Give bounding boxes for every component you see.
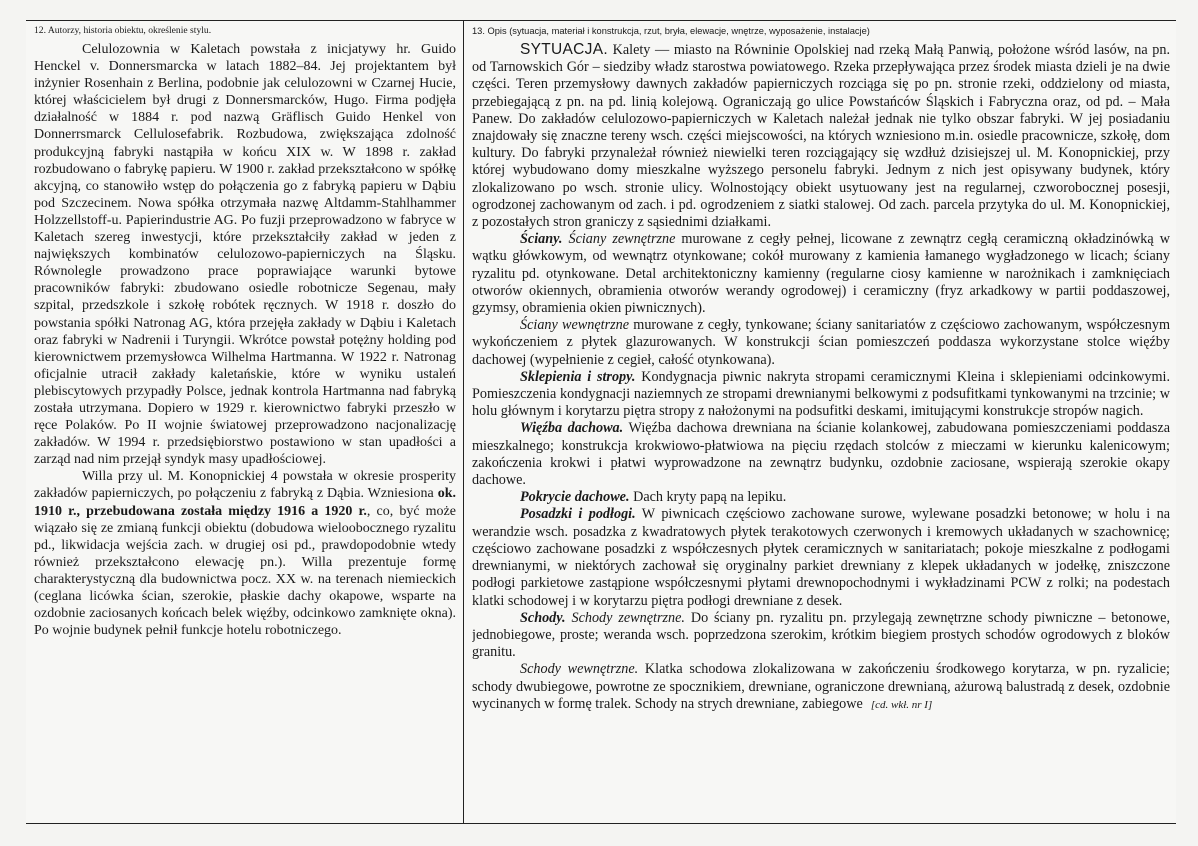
sklepienia-heading: Sklepienia i stropy. [520, 368, 636, 385]
schody-heading: Schody. [520, 609, 566, 626]
villa-text-b: , co, być może wiązało się ze zmianą funkcji obiektu (dobudowa wieloobocznego ryzalitu pd., likwidacja wejścia zach. w drugiej osi pd., prawdopodobnie wtedy również przekształcono elewację pn.). Willa prezentuje formę charakterystyczną dla budownictwa pocz. XX w. na terenach niemieckich (ceglana licówka ścian, szerokie, płaskie dachy okapowe, wsparte na ozdobnie zaciosanych końcach belek więźby, odcinkowo zamknięte okna). Po wojnie budynek pełnił funkcje hotelu robotniczego. [34, 503, 456, 639]
wiezba-paragraph [472, 420, 1170, 489]
document-sheet [26, 20, 1176, 824]
wiezba-heading: Więźba dachowa. [520, 420, 624, 437]
pokrycie-text: Dach kryty papą na lepiku. [629, 489, 787, 506]
schody-zew-label: Schody zewnętrzne. [565, 609, 685, 626]
sytuacja-heading: SYTUACJA. [520, 41, 608, 58]
history-paragraph-2 [34, 468, 456, 639]
villa-dates-bold: ok. 1910 r., przebudowana została między 1916 a 1920 r. [34, 486, 456, 519]
villa-text-a: Willa przy ul. M. Konopnickiej 4 powstała w okresie prosperity zakładów papierniczych, po połączeniu z fabryką z Dąbia. Wzniesiona [34, 469, 456, 502]
history-body [34, 41, 456, 639]
posadzki-paragraph [472, 506, 1170, 609]
schody-wew-paragraph [472, 661, 1170, 714]
history-section-header: 12. Autorzy, historia obiektu, określenie stylu. [34, 25, 212, 36]
schody-zew-text: Do ściany pn. ryzalitu pn. przylegają zewnętrzne schody piwniczne – betonowe, jednobiegowe, proste; weranda wsch. poprzedzona szerokim, krótkim biegiem prostych schodów ogrodowych z bloków granitu. [472, 609, 1170, 661]
posadzki-text: W piwnicach częściowo zachowane surowe, wylewane posadzki betonowe; w holu i na werandzie wsch. posadzka z kwadratowych płytek terakotowych czerwonych i kremowych układanych w szachownicę; częściowo zachowane posadzki z współczesnych płytek ceramicznych w sanitariatach; pokoje mieszkalne z podłogami drewnianymi, w niektórych zachował się oryginalny parkiet drewniany z klepek układanych w jodełkę, zniszczone podłogi parkietowe zastąpione współczesnymi płytami drewnopochodnymi i wykładzinami PCW z rolki; na podestach klatki schodowej i w korytarzu piętra podłogi drewniane z desek. [472, 506, 1170, 609]
schody-wew-label: Schody wewnętrzne. [520, 661, 639, 678]
sytuacja-paragraph [472, 41, 1170, 231]
schody-wew-text: Klatka schodowa zlokalizowana w zakończeniu środkowego korytarza, w pn. ryzalicie; schody dwubiegowe, powrotne ze spocznikiem, drewniane, ograniczone drewnianą, ażurową balustradą z desek, ozdobnie wycinanych w formę tralek. Schody na strych drewniane, zabiegowe [472, 661, 1170, 712]
wiezba-text: Więźba dachowa drewniana na ścianie kolankowej, zabudowana pomieszczeniami poddasza mieszkalnego; konstrukcja krokwiowo-płatwiowa na pięciu rzędach stolców z mieczami w kierunku kalenicowym; zakończenia krokwi i płatwi wyprowadzone na zewnątrz budynku, ozdobnie zaciosane, wspierają szerokie okapy dachowe. [472, 420, 1170, 489]
continued-note: [cd. wkł. nr I] [870, 698, 933, 711]
description-column [472, 25, 1170, 819]
pokrycie-paragraph [472, 489, 1170, 506]
sciany-wew-text: murowane z cegły, tynkowane; ściany sanitariatów z częściowo zachowanym, współczesnym wykończeniem z płytek glazurowanych. W konstrukcji ścian pomieszczeń poddasza wykorzystane stolce więźby dachowej (wypełnienie z cegieł, całość otynkowana). [472, 317, 1170, 368]
sklepienia-text: Kondygnacja piwnic nakryta stropami ceramicznymi Kleina i sklepieniami odcinkowymi. Pomieszczenia kondygnacji naziemnych ze stropami drewnianymi belkowymi z podsufitkami tynkowanymi na trzcinie; w holu głównym i korytarzu piętra stropy z nałożonymi na podsufitki deskami, imitującymi konstrukcje stropów nagich. [472, 368, 1170, 420]
sciany-wew-label: Ściany wewnętrzne [520, 317, 630, 334]
sciany-heading: Ściany. [520, 231, 563, 248]
description-section-header: 13. Opis (sytuacja, materiał i konstrukcja, rzut, bryła, elewacje, wnętrze, wyposażenie, instalacje) [472, 26, 870, 36]
sciany-wew-paragraph [472, 317, 1170, 369]
column-divider [463, 21, 464, 823]
history-paragraph-1: Celulozownia w Kaletach powstała z inicjatywy hr. Guido Henckel v. Donnersmarcka w latach 1882–84. Jej projektantem był inżynier Rosenhain z Berlina, podobnie jak celulozowni w Czarnej Hucie, której właścicielem był drugi z Donnersmarcków, Hugo. Firma podjęła działalność w 1884 r. pod nazwą Gräflisch Guido Henkel von Donnerrsmarck Cellulosefabrik. Rozbudowa, zwiększająca zdolność produkcyjną fabryki nastąpiła w końcu XIX w. W 1898 r. zakład rozbudowano o fabrykę papieru. W 1900 r. zakład przekształcono w spółkę akcyjną, co stanowiło wstęp do połączenia go z fabryką papieru w Dąbiu pod Szczecinem. Nowa spółka otrzymała nazwę Altdamm-Stahlhammer Holzzellstoff-u. Papierindustrie AG. Po fuzji przeprowadzono w fabryce w Kaletach szereg inwestycji, które przekształciły zakład w jeden z największych kombinatów celulozowo-papierniczych na Śląsku. Równolegle prowadzono prace poprawiające warunki bytowe pracowników fabryki: zbudowano osiedle robotnicze Segenau, mały szpital, przedszkole i szkołę robótek ręcznych. W 1918 r. doszło do powstania spółki Natronag AG, która przejęła zakłady w Dąbiu i Kaletach oraz fabryki w Nadrenii i Turyngii. Wkrótce powstał potężny holding pod kierownictwem przemysłowca Wilhelma Hartmanna. W 1922 r. Natronag oficjalnie utracił zakłady kaletańskie, które w wyniku ustaleń plebiscytowych przypadły Polsce, jednak kontrola Hartmanna nad fabryką została utrzymana. Dopiero w 1929 r. kierownictwo fabryki przeszło w ręce Polaków. Po II wojnie światowej przeprowadzono nacjonalizację zakładów. W 1994 r. przedsiębiorstwo postawiono w stan upadłości a zarząd nad nim przejął syndyk masy upadłościowej. [34, 42, 456, 468]
description-body [472, 41, 1170, 714]
history-column [34, 25, 456, 819]
sciany-zew-text: murowane z cegły pełnej, licowane z zewnątrz cegłą ceramiczną okładzinówką w wątku główkowym, od wewnątrz otynkowane; cokół murowany z kamienia łamanego wygładzonego w licach; ściany ryzalitu pd. otynkowane. Detal architektoniczny kamienny (regularne ciosy kamienne w narożnikach i zamknięciach otworów okiennych, obramienia otworów werandy ogrodowej) i ceramiczny (fryz arkadkowy w partii poddaszowej, gzymsy, obramienia okien piwnicznych). [472, 231, 1170, 317]
sciany-zew-label: Ściany zewnętrzne [562, 231, 676, 248]
sytuacja-text: Kalety — miasto na Równinie Opolskiej nad rzeką Małą Panwią, położone wśród lasów, na pn. od Tarnowskich Gór – siedziby władz starostwa powiatowego. Rzeka przepływająca przez środek miasta dzieli je na dwie części. Teren przemysłowy dawnych zakładów papierniczych rozciąga się po pn. stronie rzeki, oddzielony od miasta, przebiegającą z pn. na pd. linią kolejową. Ograniczają go ulice Powstańców Śląskich i Fabryczna oraz, od pd. – Mała Panew. Do zakładów celulozowo-papierniczych w Kaletach należał jednak nie tylko obszar fabryki. W jej posiadaniu znajdowały się znaczne tereny wsch. części miejscowości, na których wzniesiono m.in. osiedle pracownicze, szkołę, dom kultury. Do fabryki przynależał również niewielki teren rozciągający się wzdłuż dzisiejszej ul. M. Konopnickiej, przy której wybudowano domy mieszkalne wyższego personelu fabryki. Jednym z nich jest opisywany budynek, który zlokalizowano po wsch. stronie ulicy. Wolnostojący obiekt usytuowany jest na regularnej, czworobocznej posesji, ogrodzonej zachowanym od zach. i pd. ogrodzeniem z siatki stalowej. Od zach. parcela przytyka do ul. M. Konopnickiej, z pozostałych stron graniczy z sąsiednimi działkami. [472, 42, 1170, 231]
sklepienia-paragraph [472, 369, 1170, 421]
schody-paragraph [472, 610, 1170, 662]
pokrycie-heading: Pokrycie dachowe. [520, 489, 630, 506]
posadzki-heading: Posadzki i podłogi. [520, 506, 636, 523]
sciany-paragraph [472, 231, 1170, 317]
